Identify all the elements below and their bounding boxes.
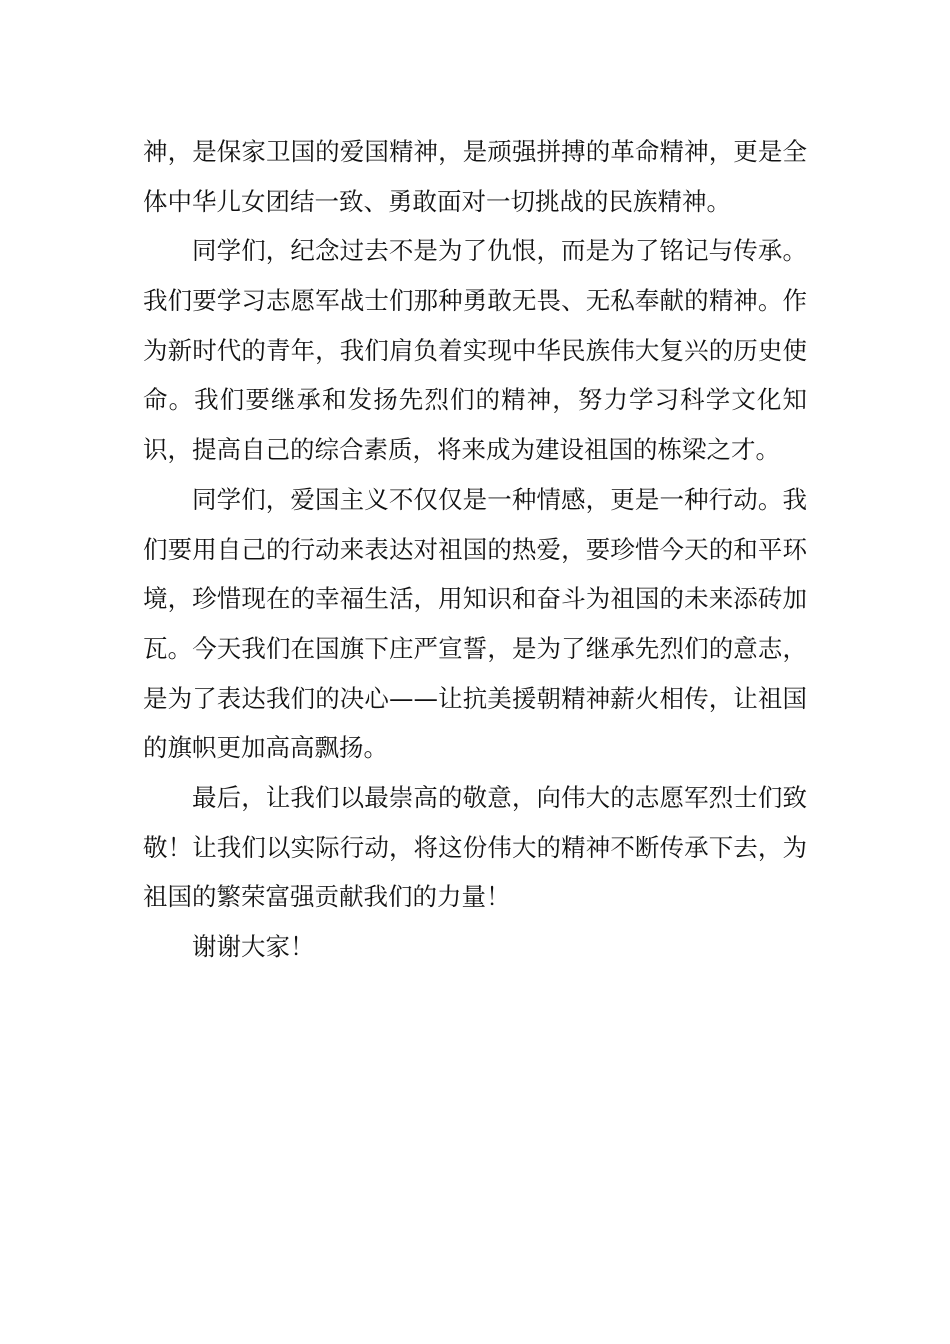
text-line: 最后，让我们以最崇高的敬意，向伟大的志愿军烈士们致 [192,782,807,812]
text-line: 瓦。今天我们在国旗下庄严宣誓，是为了继承先烈们的意志， [143,633,807,663]
text-line: 为新时代的青年，我们肩负着实现中华民族伟大复兴的历史使 [143,335,807,365]
text-line: 命。我们要继承和发扬先烈们的精神，努力学习科学文化知 [143,385,807,415]
text-line: 神，是保家卫国的爱国精神，是顽强拼搏的革命精神，更是全 [143,137,807,166]
text-line: 敬！让我们以实际行动，将这份伟大的精神不断传承下去，为 [143,832,807,862]
text-line: 们要用自己的行动来表达对祖国的热爱，要珍惜今天的和平环 [143,534,807,564]
text-line: 是为了表达我们的决心——让抗美援朝精神薪火相传，让祖国 [143,683,807,713]
paragraph-remember-and-inherit [143,226,807,474]
text-line: 谢谢大家！ [192,932,315,961]
paragraph-thanks [143,922,807,972]
paragraph-patriotic-spirit [143,127,807,226]
text-line: 境，珍惜现在的幸福生活，用知识和奋斗为祖国的未来添砖加 [143,584,807,614]
text-line: 同学们，纪念过去不是为了仇恨，而是为了铭记与传承。 [192,236,807,266]
text-line: 同学们，爱国主义不仅仅是一种情感，更是一种行动。我 [192,484,807,514]
paragraph-closing-tribute [143,773,807,922]
document-body [143,127,807,972]
text-line: 我们要学习志愿军战士们那种勇敢无畏、无私奉献的精神。作 [143,286,807,316]
text-line: 体中华儿女团结一致、勇敢面对一切挑战的民族精神。 [143,186,731,216]
text-line: 祖国的繁荣富强贡献我们的力量！ [143,882,511,912]
text-line: 识，提高自己的综合素质，将来成为建设祖国的栋梁之才。 [143,435,780,465]
paragraph-patriotism-action [143,475,807,773]
text-line: 的旗帜更加高高飘扬。 [143,733,388,763]
